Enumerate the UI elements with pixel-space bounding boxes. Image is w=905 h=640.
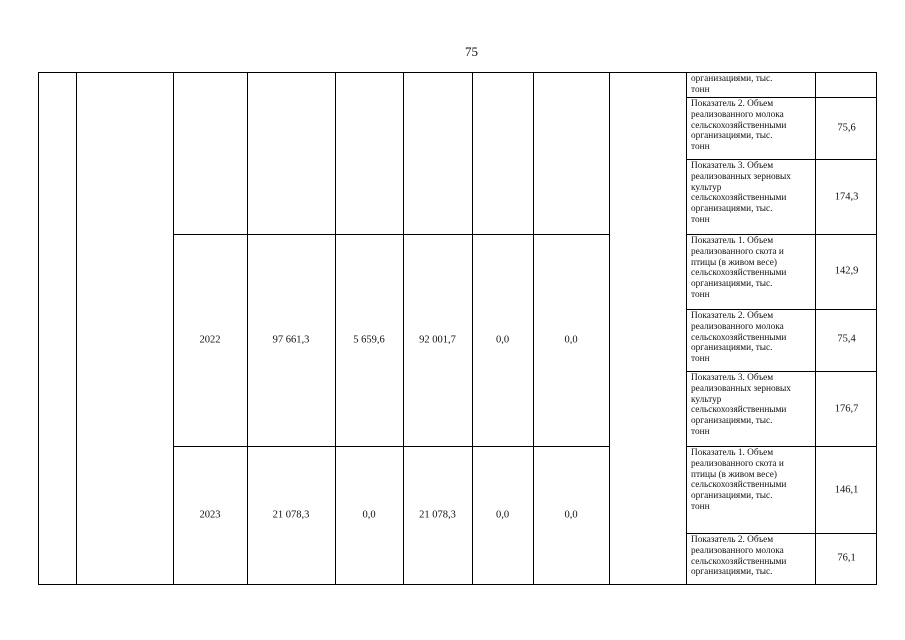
total-cell: 21 078,3	[272, 509, 310, 521]
year-cell: 2023	[199, 509, 221, 521]
amount-cell: 92 001,7	[419, 334, 456, 346]
indicator-text: Показатель 1. Объем реализованного скота и птицы (в живом весе) сельскохозяйственными организациями, тыс. тонн	[691, 236, 787, 300]
indicator-divider	[686, 533, 876, 534]
row-divider	[173, 234, 609, 235]
indicator-divider	[686, 371, 876, 372]
table-rule	[335, 72, 336, 584]
indicator-text: Показатель 2. Объем реализованного молока сельскохозяйственными организациями, тыс. тонн	[691, 311, 787, 365]
table-rule	[472, 72, 473, 584]
indicator-value: 146,1	[834, 484, 859, 496]
table-rule	[815, 72, 816, 584]
indicator-divider	[686, 159, 876, 160]
indicator-value: 75,6	[837, 122, 856, 134]
amount-cell: 0,0	[564, 334, 578, 346]
indicator-text: Показатель 1. Объем реализованного скота и птицы (в живом весе) сельскохозяйственными организациями, тыс. тонн	[691, 448, 787, 512]
total-cell: 97 661,3	[272, 334, 310, 346]
row-divider	[173, 446, 609, 447]
amount-cell: 21 078,3	[419, 509, 456, 521]
indicator-value: 142,9	[834, 265, 859, 277]
year-cell: 2022	[199, 334, 221, 346]
amount-cell: 0,0	[564, 509, 578, 521]
amount-cell: 0,0	[495, 509, 510, 521]
indicator-text: Показатель 2. Объем реализованного молока сельскохозяйственными организациями, тыс.	[691, 535, 787, 578]
indicator-text: Показатель 2. Объем реализованного молока сельскохозяйственными организациями, тыс. тонн	[691, 99, 787, 153]
table-rule	[876, 72, 877, 584]
table-rule	[609, 72, 610, 584]
table-rule	[247, 72, 248, 584]
indicator-divider	[686, 97, 876, 98]
table-rule	[38, 72, 39, 584]
table-rule	[403, 72, 404, 584]
indicator-value: 174,3	[834, 191, 859, 203]
amount-cell: 5 659,6	[353, 334, 385, 346]
indicator-divider	[686, 309, 876, 310]
indicator-value: 76,1	[837, 552, 856, 564]
indicator-divider	[686, 234, 876, 235]
table-rule	[533, 72, 534, 584]
indicator-divider	[686, 446, 876, 447]
amount-cell: 0,0	[495, 334, 510, 346]
indicator-text: Показатель 3. Объем реализованных зерновых культур сельскохозяйственными организациями, тыс. тонн	[691, 373, 791, 437]
table-rule	[686, 72, 687, 584]
table-rule	[76, 72, 77, 584]
amount-cell: 0,0	[362, 509, 376, 521]
indicator-text: организациями, тыс. тонн	[691, 74, 773, 95]
indicator-value: 176,7	[834, 403, 859, 415]
indicator-text: Показатель 3. Объем реализованных зерновых культур сельскохозяйственными организациями, тыс. тонн	[691, 161, 791, 225]
page-number: 75	[465, 44, 478, 59]
table-rule	[173, 72, 174, 584]
indicator-value: 75,4	[837, 333, 856, 345]
